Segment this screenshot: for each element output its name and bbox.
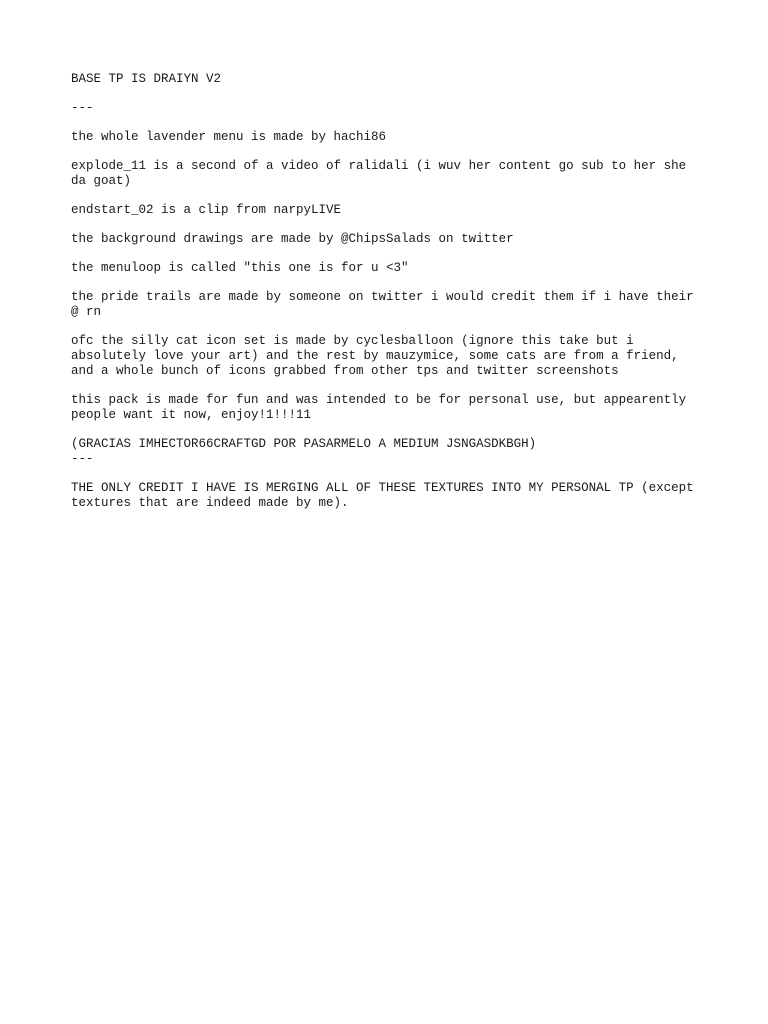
credit-cat-icons: ofc the silly cat icon set is made by cyclesballoon (ignore this take but i absolutely love your art) and the rest by mauzymice, some cats are from a friend, and a whole bunch of icons grabbed from other tps and twitter screenshots	[71, 334, 679, 378]
final-credit-note: THE ONLY CREDIT I HAVE IS MERGING ALL OF THESE TEXTURES INTO MY PERSONAL TP (except textures that are indeed made by me).	[71, 481, 694, 510]
credit-menuloop: the menuloop is called "this one is for u <3"	[71, 261, 409, 275]
credit-lavender-menu: the whole lavender menu is made by hachi86	[71, 130, 387, 144]
credit-endstart-02: endstart_02 is a clip from narpyLIVE	[71, 203, 342, 217]
credit-background-drawings: the background drawings are made by @ChipsSalads on twitter	[71, 232, 514, 246]
separator-line: ---	[71, 101, 94, 115]
document-page	[71, 72, 711, 525]
credit-pride-trails: the pride trails are made by someone on twitter i would credit them if i have their @ rn	[71, 290, 694, 319]
pack-usage-note: this pack is made for fun and was intended to be for personal use, but appearently people want it now, enjoy!1!!!11	[71, 393, 687, 422]
credit-explode-11: explode_11 is a second of a video of ralidali (i wuv her content go sub to her she da goat)	[71, 159, 687, 188]
document-title: BASE TP IS DRAIYN V2	[71, 72, 222, 86]
separator-line: ---	[71, 452, 94, 466]
thanks-note: (GRACIAS IMHECTOR66CRAFTGD POR PASARMELO A MEDIUM JSNGASDKBGH)	[71, 437, 537, 451]
